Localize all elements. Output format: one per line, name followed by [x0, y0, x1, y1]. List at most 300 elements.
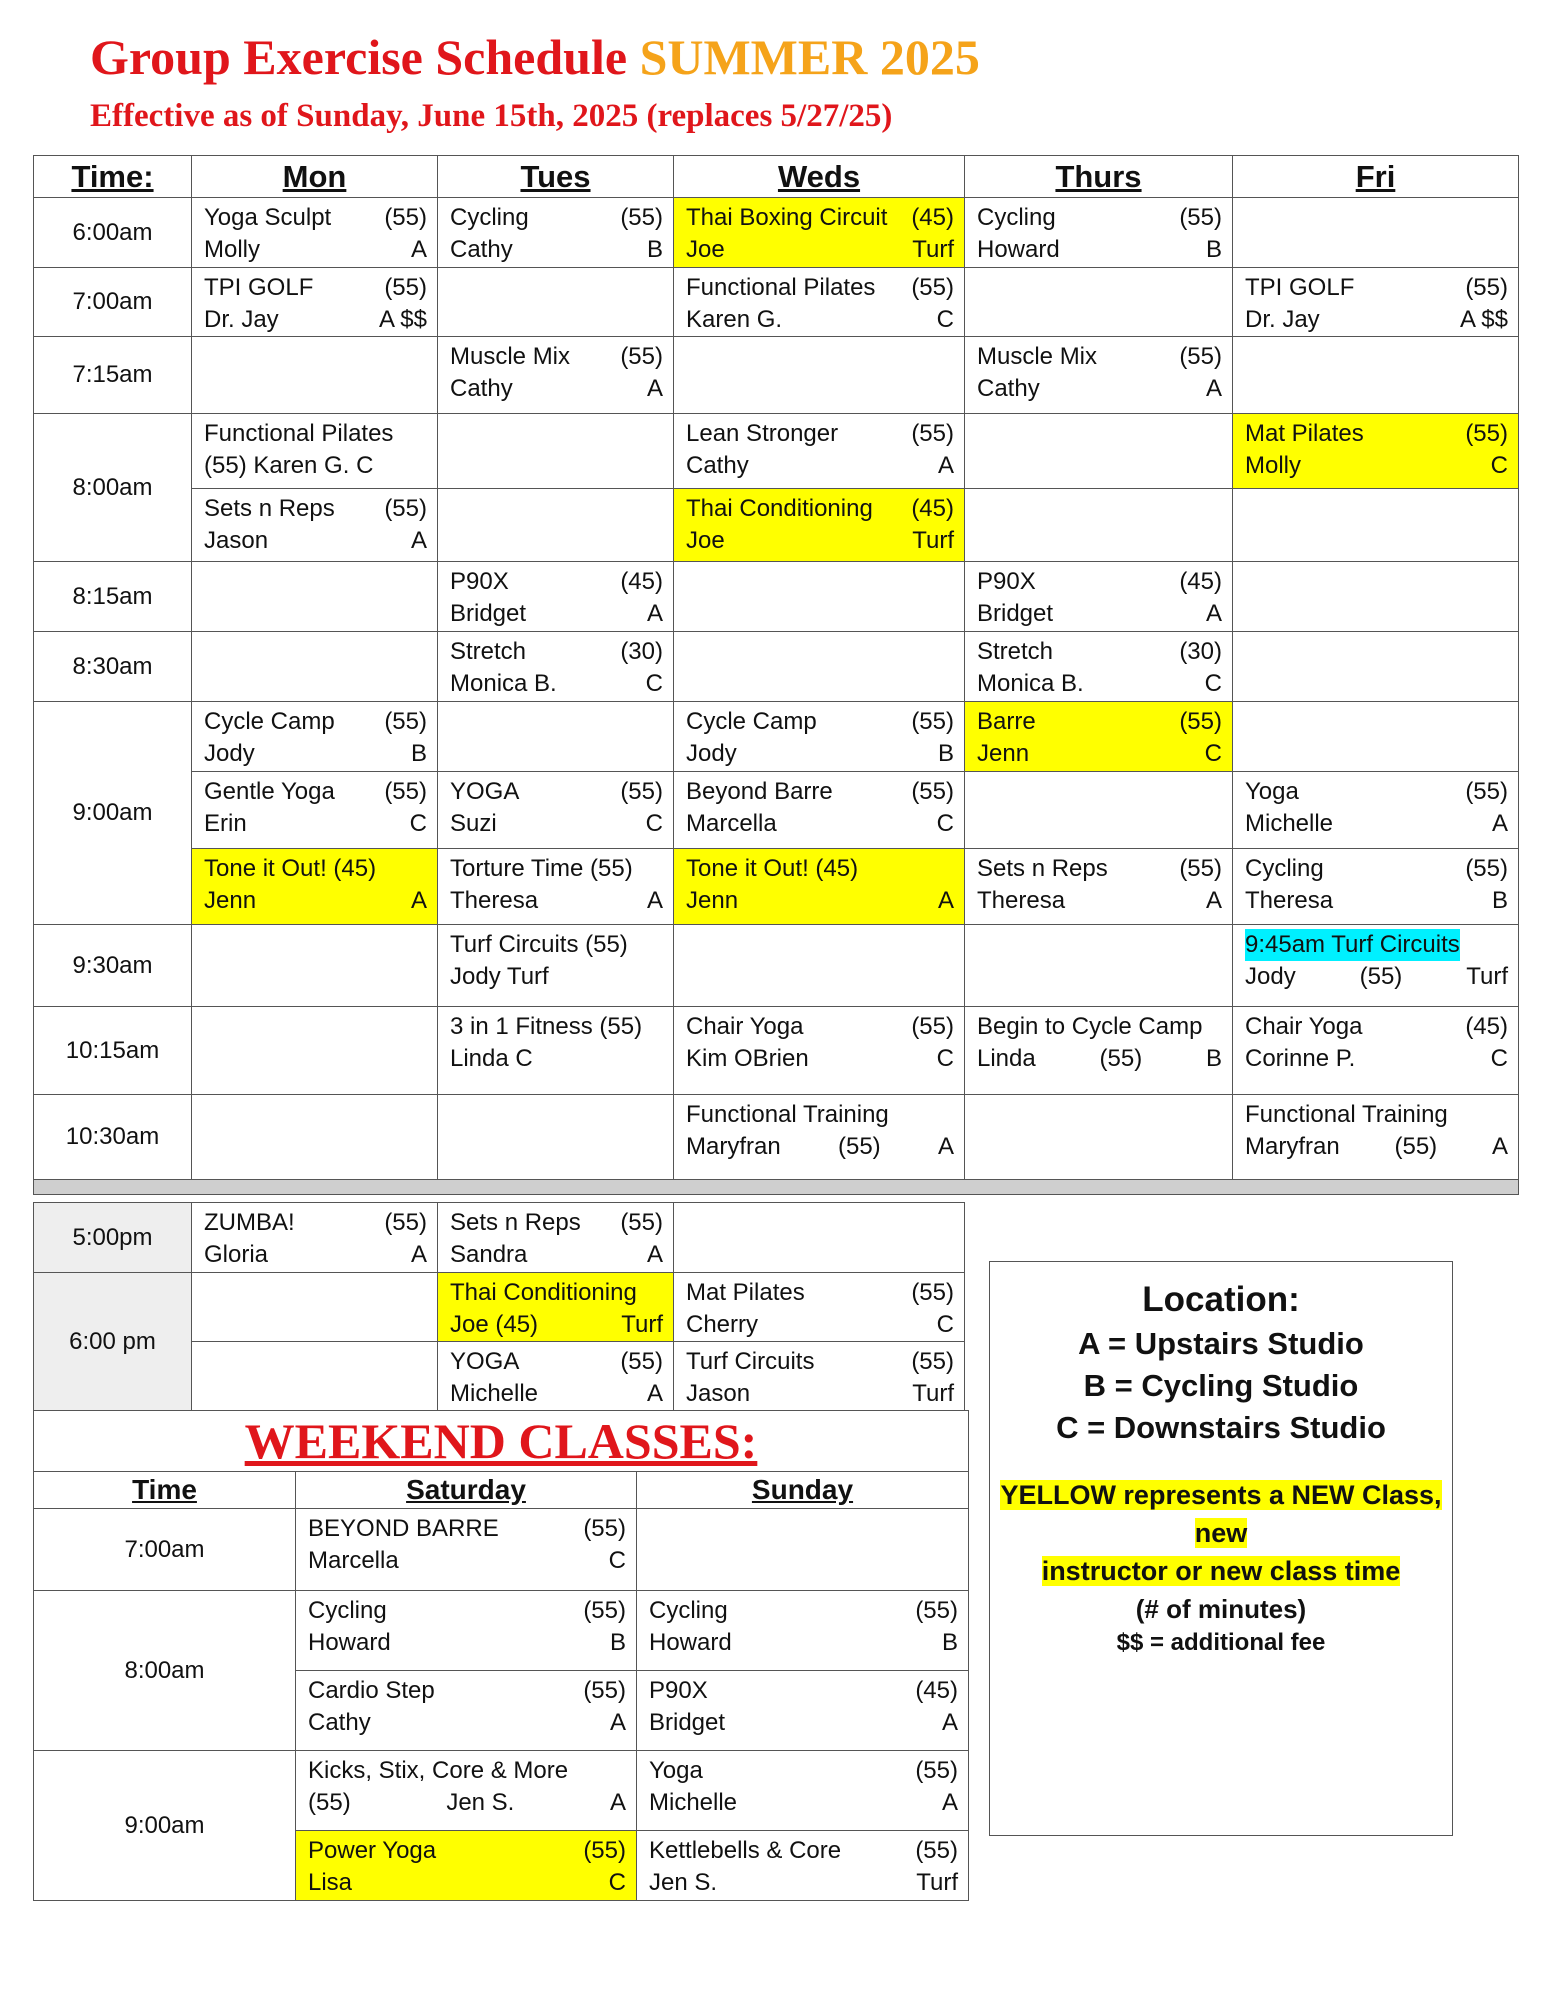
time-cell: 10:15am	[34, 1007, 192, 1095]
class-line-2	[1245, 808, 1508, 840]
weekend-title	[34, 1411, 969, 1472]
class-cell	[1233, 925, 1519, 1007]
class-line-2	[204, 738, 427, 770]
class-line-1	[1245, 853, 1508, 885]
class-room: A	[1205, 600, 1222, 627]
class-room: B	[1491, 887, 1508, 914]
class-cell	[674, 1095, 965, 1180]
class-cell	[1233, 772, 1519, 849]
class-line-1	[977, 706, 1222, 738]
class-name: Yoga	[649, 1757, 703, 1784]
class-minutes: (55)	[1465, 274, 1508, 301]
empty-cell	[965, 414, 1233, 489]
class-name: Muscle Mix	[977, 343, 1098, 370]
class-cell	[438, 1007, 674, 1095]
class-line-2	[308, 1867, 626, 1899]
class-name: Mat Pilates	[1245, 420, 1364, 447]
class-line-1	[308, 1595, 626, 1627]
col-header-sunday: Sunday	[637, 1472, 969, 1509]
legend-item-b: B = Cycling Studio	[1083, 1368, 1359, 1403]
class-instructor: Marcella	[686, 810, 777, 837]
class-room: A	[609, 1789, 626, 1816]
class-instructor: Suzi	[450, 810, 497, 837]
class-room: Turf	[912, 527, 954, 554]
class-minutes: (45)	[911, 204, 954, 231]
class-line-2	[1245, 1043, 1508, 1075]
class-name: Thai Boxing Circuit	[686, 204, 888, 231]
class-name: Functional Pilates	[686, 274, 876, 301]
class-line-2	[450, 373, 663, 405]
class-instructor: Bridget	[649, 1709, 726, 1736]
empty-cell	[438, 268, 674, 337]
class-room: C	[936, 810, 954, 837]
class-cell	[438, 1203, 674, 1273]
class-room: Turf	[1466, 963, 1508, 990]
class-line-1	[686, 1277, 954, 1309]
class-line-1	[977, 853, 1222, 885]
col-header-time: Time	[34, 1472, 296, 1509]
time-cell: 7:15am	[34, 337, 192, 414]
class-room: Turf	[912, 1380, 954, 1407]
class-line-2	[204, 885, 427, 917]
class-room: A	[646, 600, 663, 627]
empty-cell	[438, 414, 674, 489]
class-name: Sets n Reps	[204, 495, 335, 522]
class-line-2	[450, 885, 663, 917]
class-instructor: Howard	[977, 236, 1060, 263]
time-cell: 10:30am	[34, 1095, 192, 1180]
empty-cell	[192, 632, 438, 702]
time-cell: 9:00am	[34, 702, 192, 925]
class-cell	[438, 632, 674, 702]
class-cell	[192, 1203, 438, 1273]
class-room: C	[645, 810, 663, 837]
class-cell	[965, 198, 1233, 268]
class-room: B	[410, 740, 427, 767]
legend-minutes-note: (# of minutes)	[1135, 1594, 1307, 1624]
class-room: C	[936, 306, 954, 333]
class-instructor: Molly	[1245, 452, 1302, 479]
class-room: A	[410, 887, 427, 914]
class-name: Lean Stronger	[686, 420, 839, 447]
class-instructor: Jody	[1245, 963, 1296, 990]
class-minutes: (55)	[911, 1013, 954, 1040]
class-instructor: Corinne P.	[1245, 1045, 1356, 1072]
class-cell	[637, 1751, 969, 1831]
class-cell	[965, 337, 1233, 414]
class-line-2	[450, 668, 663, 700]
class-instructor: Lisa	[308, 1869, 353, 1896]
class-minutes: (55)	[583, 1837, 626, 1864]
class-instructor: Michelle	[450, 1380, 539, 1407]
class-line-2	[204, 808, 427, 840]
class-line-2	[686, 450, 954, 482]
class-instructor: Joe	[686, 236, 725, 263]
class-minutes: (55)	[1179, 855, 1222, 882]
title-text: Group Exercise Schedule	[90, 29, 628, 85]
class-room: C	[608, 1547, 626, 1574]
class-line-2	[977, 738, 1222, 770]
class-line-1	[204, 1207, 427, 1239]
class-line-2	[204, 234, 427, 266]
class-minutes: (55)	[384, 274, 427, 301]
class-line-2	[977, 885, 1222, 917]
class-line-1	[204, 776, 427, 808]
class-minutes: (55)	[384, 778, 427, 805]
class-name: Yoga	[1245, 778, 1299, 805]
class-line-1	[977, 636, 1222, 668]
empty-cell	[192, 562, 438, 632]
class-cell	[438, 1273, 674, 1342]
class-room: A $$	[1459, 306, 1508, 333]
class-instructor: Jenn	[686, 887, 739, 914]
class-name: P90X	[649, 1677, 708, 1704]
class-minutes: (55)	[911, 708, 954, 735]
class-line-1	[450, 1277, 663, 1309]
class-cell	[674, 268, 965, 337]
class-line-1	[977, 202, 1222, 234]
time-cell: 6:00 pm	[34, 1273, 192, 1411]
class-minutes: (55)	[583, 1597, 626, 1624]
class-minutes: (55)	[1099, 1045, 1143, 1072]
class-instructor: Jody Turf	[450, 963, 549, 990]
empty-cell	[192, 1342, 438, 1411]
empty-cell	[965, 1095, 1233, 1180]
class-room: A	[410, 236, 427, 263]
class-line-1	[1245, 1011, 1508, 1043]
class-name: Cardio Step	[308, 1677, 435, 1704]
empty-cell	[192, 1273, 438, 1342]
class-name: ZUMBA!	[204, 1209, 295, 1236]
section-divider	[34, 1180, 1519, 1195]
class-line-2	[649, 1707, 958, 1739]
class-minutes: (45)	[1465, 1013, 1508, 1040]
empty-cell	[965, 268, 1233, 337]
class-name: TPI GOLF	[204, 274, 314, 301]
empty-cell	[1233, 702, 1519, 772]
class-instructor: Jen S.	[649, 1869, 718, 1896]
class-line-2	[450, 1043, 663, 1075]
class-name: Cycle Camp	[204, 708, 335, 735]
class-instructor: Howard	[308, 1629, 391, 1656]
page-subtitle: Effective as of Sunday, June 15th, 2025 (replaces 5/27/25)	[90, 98, 893, 134]
empty-cell	[674, 337, 965, 414]
class-cell	[1233, 849, 1519, 925]
class-cell	[296, 1509, 637, 1591]
class-cell	[674, 1007, 965, 1095]
class-instructor: Cathy	[977, 375, 1040, 402]
col-header-saturday: Saturday	[296, 1472, 637, 1509]
location-legend	[989, 1261, 1453, 1836]
class-line-1	[686, 418, 954, 450]
class-instructor: Michelle	[649, 1789, 738, 1816]
class-name: TPI GOLF	[1245, 274, 1355, 301]
class-minutes: (55)	[620, 204, 663, 231]
class-instructor: Linda C	[450, 1045, 533, 1072]
class-line-1	[450, 341, 663, 373]
class-instructor: Jenn	[204, 887, 257, 914]
class-room: A	[1205, 887, 1222, 914]
class-name: Torture Time (55)	[450, 855, 633, 882]
empty-cell	[192, 925, 438, 1007]
class-line-2	[308, 1787, 626, 1819]
weekday-schedule-table	[33, 155, 1519, 1195]
class-name: Turf Circuits	[686, 1348, 815, 1375]
class-instructor: Joe (45)	[450, 1311, 539, 1338]
class-room: C	[936, 1311, 954, 1338]
class-instructor: Cathy	[450, 236, 513, 263]
class-line-1	[686, 776, 954, 808]
class-minutes: (55)	[1394, 1133, 1438, 1160]
class-minutes: (55)	[911, 1279, 954, 1306]
class-instructor: Cherry	[686, 1311, 759, 1338]
class-cell	[296, 1591, 637, 1671]
time-cell: 6:00am	[34, 198, 192, 268]
class-instructor: Jenn	[977, 740, 1030, 767]
time-cell: 7:00am	[34, 268, 192, 337]
class-cell	[438, 337, 674, 414]
class-instructor: Maryfran	[686, 1133, 781, 1160]
class-cell	[674, 702, 965, 772]
class-cell	[674, 1342, 965, 1411]
class-line-2	[450, 1239, 663, 1271]
class-line-1	[450, 636, 663, 668]
class-name: P90X	[977, 568, 1036, 595]
class-room: A	[410, 1241, 427, 1268]
class-room: C	[1490, 1045, 1508, 1072]
class-line-1	[686, 1099, 954, 1131]
class-name: Cycling	[308, 1597, 387, 1624]
class-instructor: Theresa	[450, 887, 539, 914]
class-cell	[192, 702, 438, 772]
class-name: YOGA	[450, 1348, 520, 1375]
class-name: Kicks, Stix, Core & More	[308, 1757, 569, 1784]
yellow-note-line-2: instructor or new class time	[1041, 1556, 1401, 1586]
class-line-1	[204, 706, 427, 738]
time-cell: 7:00am	[34, 1509, 296, 1591]
class-cell	[965, 562, 1233, 632]
class-minutes: (30)	[1179, 638, 1222, 665]
class-room: B	[1205, 236, 1222, 263]
class-line-2	[977, 234, 1222, 266]
class-line-1	[450, 566, 663, 598]
empty-cell	[192, 1095, 438, 1180]
class-room: A	[646, 887, 663, 914]
empty-cell	[674, 562, 965, 632]
class-minutes: (55)	[911, 274, 954, 301]
class-instructor: Monica B.	[450, 670, 557, 697]
legend-fee-note: $$ = additional fee	[1116, 1629, 1326, 1656]
time-cell: 8:00am	[34, 1591, 296, 1751]
empty-cell	[1233, 632, 1519, 702]
class-cell	[296, 1751, 637, 1831]
class-name: Cycle Camp	[686, 708, 817, 735]
col-header-weds: Weds	[674, 156, 965, 198]
class-line-1	[977, 566, 1222, 598]
class-minutes: (55)	[384, 204, 427, 231]
class-line-2	[686, 234, 954, 266]
class-instructor: Monica B.	[977, 670, 1084, 697]
class-minutes: (55)	[620, 343, 663, 370]
class-room: B	[937, 740, 954, 767]
class-line-1	[308, 1513, 626, 1545]
class-line-2	[450, 1378, 663, 1410]
class-line-1	[649, 1675, 958, 1707]
class-name: Beyond Barre	[686, 778, 833, 805]
evening-schedule-table	[33, 1202, 965, 1411]
class-cell	[965, 632, 1233, 702]
class-instructor: Cathy	[450, 375, 513, 402]
class-line-1	[686, 493, 954, 525]
class-line-1	[204, 272, 427, 304]
class-minutes: (55)	[1179, 343, 1222, 370]
class-minutes: (55)	[1465, 778, 1508, 805]
class-instructor: Bridget	[977, 600, 1054, 627]
empty-cell	[965, 772, 1233, 849]
class-line-2	[450, 808, 663, 840]
class-line-2	[1245, 885, 1508, 917]
class-line-2	[1245, 961, 1508, 993]
class-name: Begin to Cycle Camp	[977, 1013, 1203, 1040]
col-header-thurs: Thurs	[965, 156, 1233, 198]
class-minutes: (55)	[1465, 855, 1508, 882]
class-instructor: Jody	[686, 740, 737, 767]
class-name: Cycling	[450, 204, 529, 231]
legend-title: Location:	[1142, 1280, 1300, 1319]
class-name: Tone it Out! (45)	[686, 855, 859, 882]
page-title	[90, 28, 980, 86]
class-line-1	[1245, 418, 1508, 450]
class-cell	[1233, 268, 1519, 337]
class-line-1	[450, 202, 663, 234]
class-name: Yoga Sculpt	[204, 204, 332, 231]
empty-cell	[1233, 489, 1519, 562]
weekend-title-text: WEEKEND CLASSES:	[244, 1413, 758, 1469]
class-cell	[296, 1831, 637, 1901]
class-name: Power Yoga	[308, 1837, 437, 1864]
class-name: Muscle Mix	[450, 343, 571, 370]
class-instructor: Kim OBrien	[686, 1045, 809, 1072]
class-line-2	[204, 525, 427, 557]
class-room: A	[646, 1380, 663, 1407]
class-line-1	[450, 853, 663, 885]
class-minutes: (45)	[1179, 568, 1222, 595]
empty-cell	[1233, 198, 1519, 268]
class-name: Sets n Reps	[450, 1209, 581, 1236]
class-line-1	[450, 1346, 663, 1378]
class-line-2	[686, 808, 954, 840]
class-line-1	[649, 1755, 958, 1787]
class-line-2	[977, 373, 1222, 405]
legend-item-c: C = Downstairs Studio	[1056, 1410, 1386, 1445]
class-line-1	[450, 929, 663, 961]
class-room: C	[936, 1045, 954, 1072]
class-instructor: Sandra	[450, 1241, 528, 1268]
class-cell	[674, 1273, 965, 1342]
class-room: A	[646, 1241, 663, 1268]
empty-cell	[674, 1203, 965, 1273]
class-instructor: Marcella	[308, 1547, 399, 1574]
col-header-time: Time:	[34, 156, 192, 198]
class-minutes: (55)	[915, 1757, 958, 1784]
class-name: Cycling	[977, 204, 1056, 231]
yellow-note-line-1: YELLOW represents a NEW Class, new	[1000, 1480, 1442, 1548]
time-cell: 8:00am	[34, 414, 192, 562]
class-cell	[438, 849, 674, 925]
empty-cell	[637, 1509, 969, 1591]
class-cell	[192, 849, 438, 925]
class-instructor: Theresa	[1245, 887, 1334, 914]
class-line-2	[450, 1309, 663, 1341]
class-line-2	[686, 304, 954, 336]
time-cell: 8:30am	[34, 632, 192, 702]
class-line-2	[686, 1309, 954, 1341]
col-header-fri: Fri	[1233, 156, 1519, 198]
class-minutes: (45)	[915, 1677, 958, 1704]
class-name: 3 in 1 Fitness (55)	[450, 1013, 643, 1040]
class-instructor: Linda	[977, 1045, 1036, 1072]
class-name: Tone it Out! (45)	[204, 855, 377, 882]
class-room: A	[941, 1789, 958, 1816]
class-minutes: (55)	[915, 1597, 958, 1624]
class-cell	[637, 1671, 969, 1751]
class-room: A	[941, 1709, 958, 1736]
class-line-1	[450, 1207, 663, 1239]
class-line-2	[1245, 304, 1508, 336]
class-line-1	[1245, 1099, 1508, 1131]
class-line-2	[204, 304, 427, 336]
class-minutes: (55)	[384, 495, 427, 522]
class-line-1	[204, 853, 427, 885]
empty-cell	[192, 1007, 438, 1095]
class-name: Kettlebells & Core	[649, 1837, 842, 1864]
class-line-2	[204, 450, 427, 482]
class-minutes: (55)	[911, 1348, 954, 1375]
class-minutes: (55)	[384, 1209, 427, 1236]
class-minutes: (55)	[620, 778, 663, 805]
class-cell	[965, 849, 1233, 925]
class-cell	[674, 849, 965, 925]
class-room: B	[646, 236, 663, 263]
class-line-1	[1245, 776, 1508, 808]
class-line-1	[450, 776, 663, 808]
time-cell: 9:00am	[34, 1751, 296, 1901]
class-line-2	[1245, 450, 1508, 482]
col-header-tues: Tues	[438, 156, 674, 198]
class-minutes: (55)	[1359, 963, 1403, 990]
class-line-2	[686, 525, 954, 557]
class-cell	[192, 772, 438, 849]
class-line-2	[686, 1378, 954, 1410]
class-cell	[438, 198, 674, 268]
class-line-1	[977, 1011, 1222, 1043]
class-minutes: (45)	[620, 568, 663, 595]
class-room: Turf	[912, 236, 954, 263]
empty-cell	[438, 702, 674, 772]
legend-item-a: A = Upstairs Studio	[1078, 1326, 1364, 1361]
class-room: A	[1491, 1133, 1508, 1160]
class-line-2	[308, 1627, 626, 1659]
empty-cell	[1233, 337, 1519, 414]
class-instructor: Jason	[204, 527, 269, 554]
time-cell: 9:30am	[34, 925, 192, 1007]
class-line-2	[450, 598, 663, 630]
class-line-2	[686, 738, 954, 770]
class-line-1	[686, 1346, 954, 1378]
class-line-2	[686, 1043, 954, 1075]
class-line-1	[649, 1835, 958, 1867]
class-instructor: Maryfran	[1245, 1133, 1340, 1160]
